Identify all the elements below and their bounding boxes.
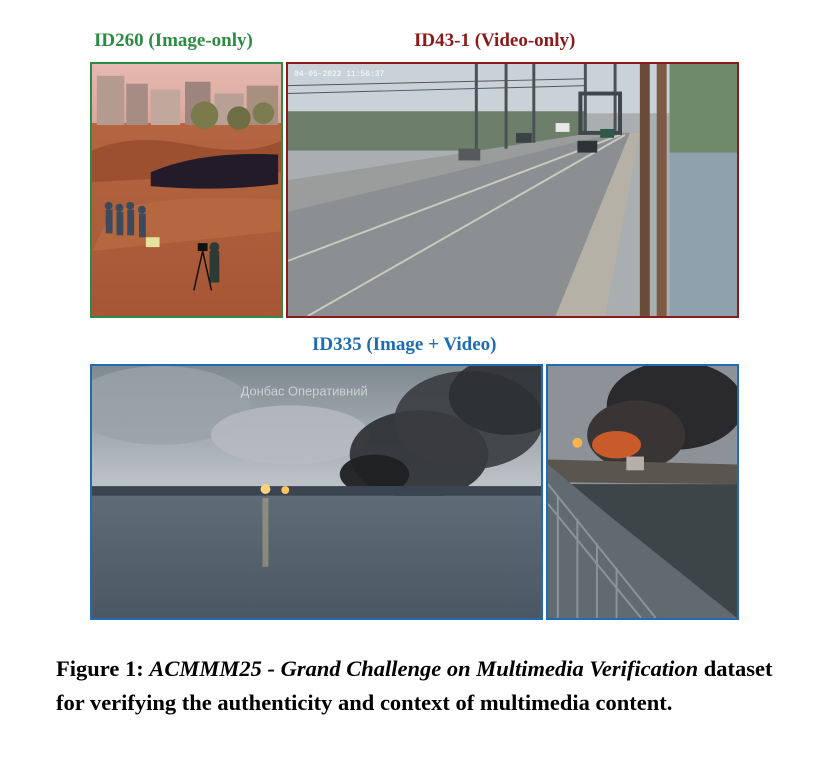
site-photo xyxy=(92,64,281,316)
label-image-video: ID335 (Image + Video) xyxy=(312,334,497,355)
panel-image-video-wide xyxy=(90,364,543,620)
panel-video-only xyxy=(286,62,739,318)
label-image-only: ID260 (Image-only) xyxy=(94,30,253,51)
label-video-only: ID43-1 (Video-only) xyxy=(414,30,576,51)
video-timestamp: 04-05-2022 11:56:37 xyxy=(293,69,385,79)
panel-image-video-narrow xyxy=(546,364,739,620)
bridge-video-frame xyxy=(288,64,737,316)
dam-fire-photo xyxy=(548,366,737,618)
smoke-over-dam-frame xyxy=(92,366,541,618)
panel-image-only xyxy=(90,62,283,318)
figure-caption xyxy=(56,652,786,720)
caption-title: ACMMM25 - Grand Challenge on Multimedia Verification xyxy=(149,656,699,681)
caption-rest: dataset for verifying the authenticity and context of multimedia content. xyxy=(56,656,773,715)
caption-prefix: Figure 1: xyxy=(56,656,150,681)
channel-watermark: Донбас Оперативний xyxy=(240,383,368,399)
